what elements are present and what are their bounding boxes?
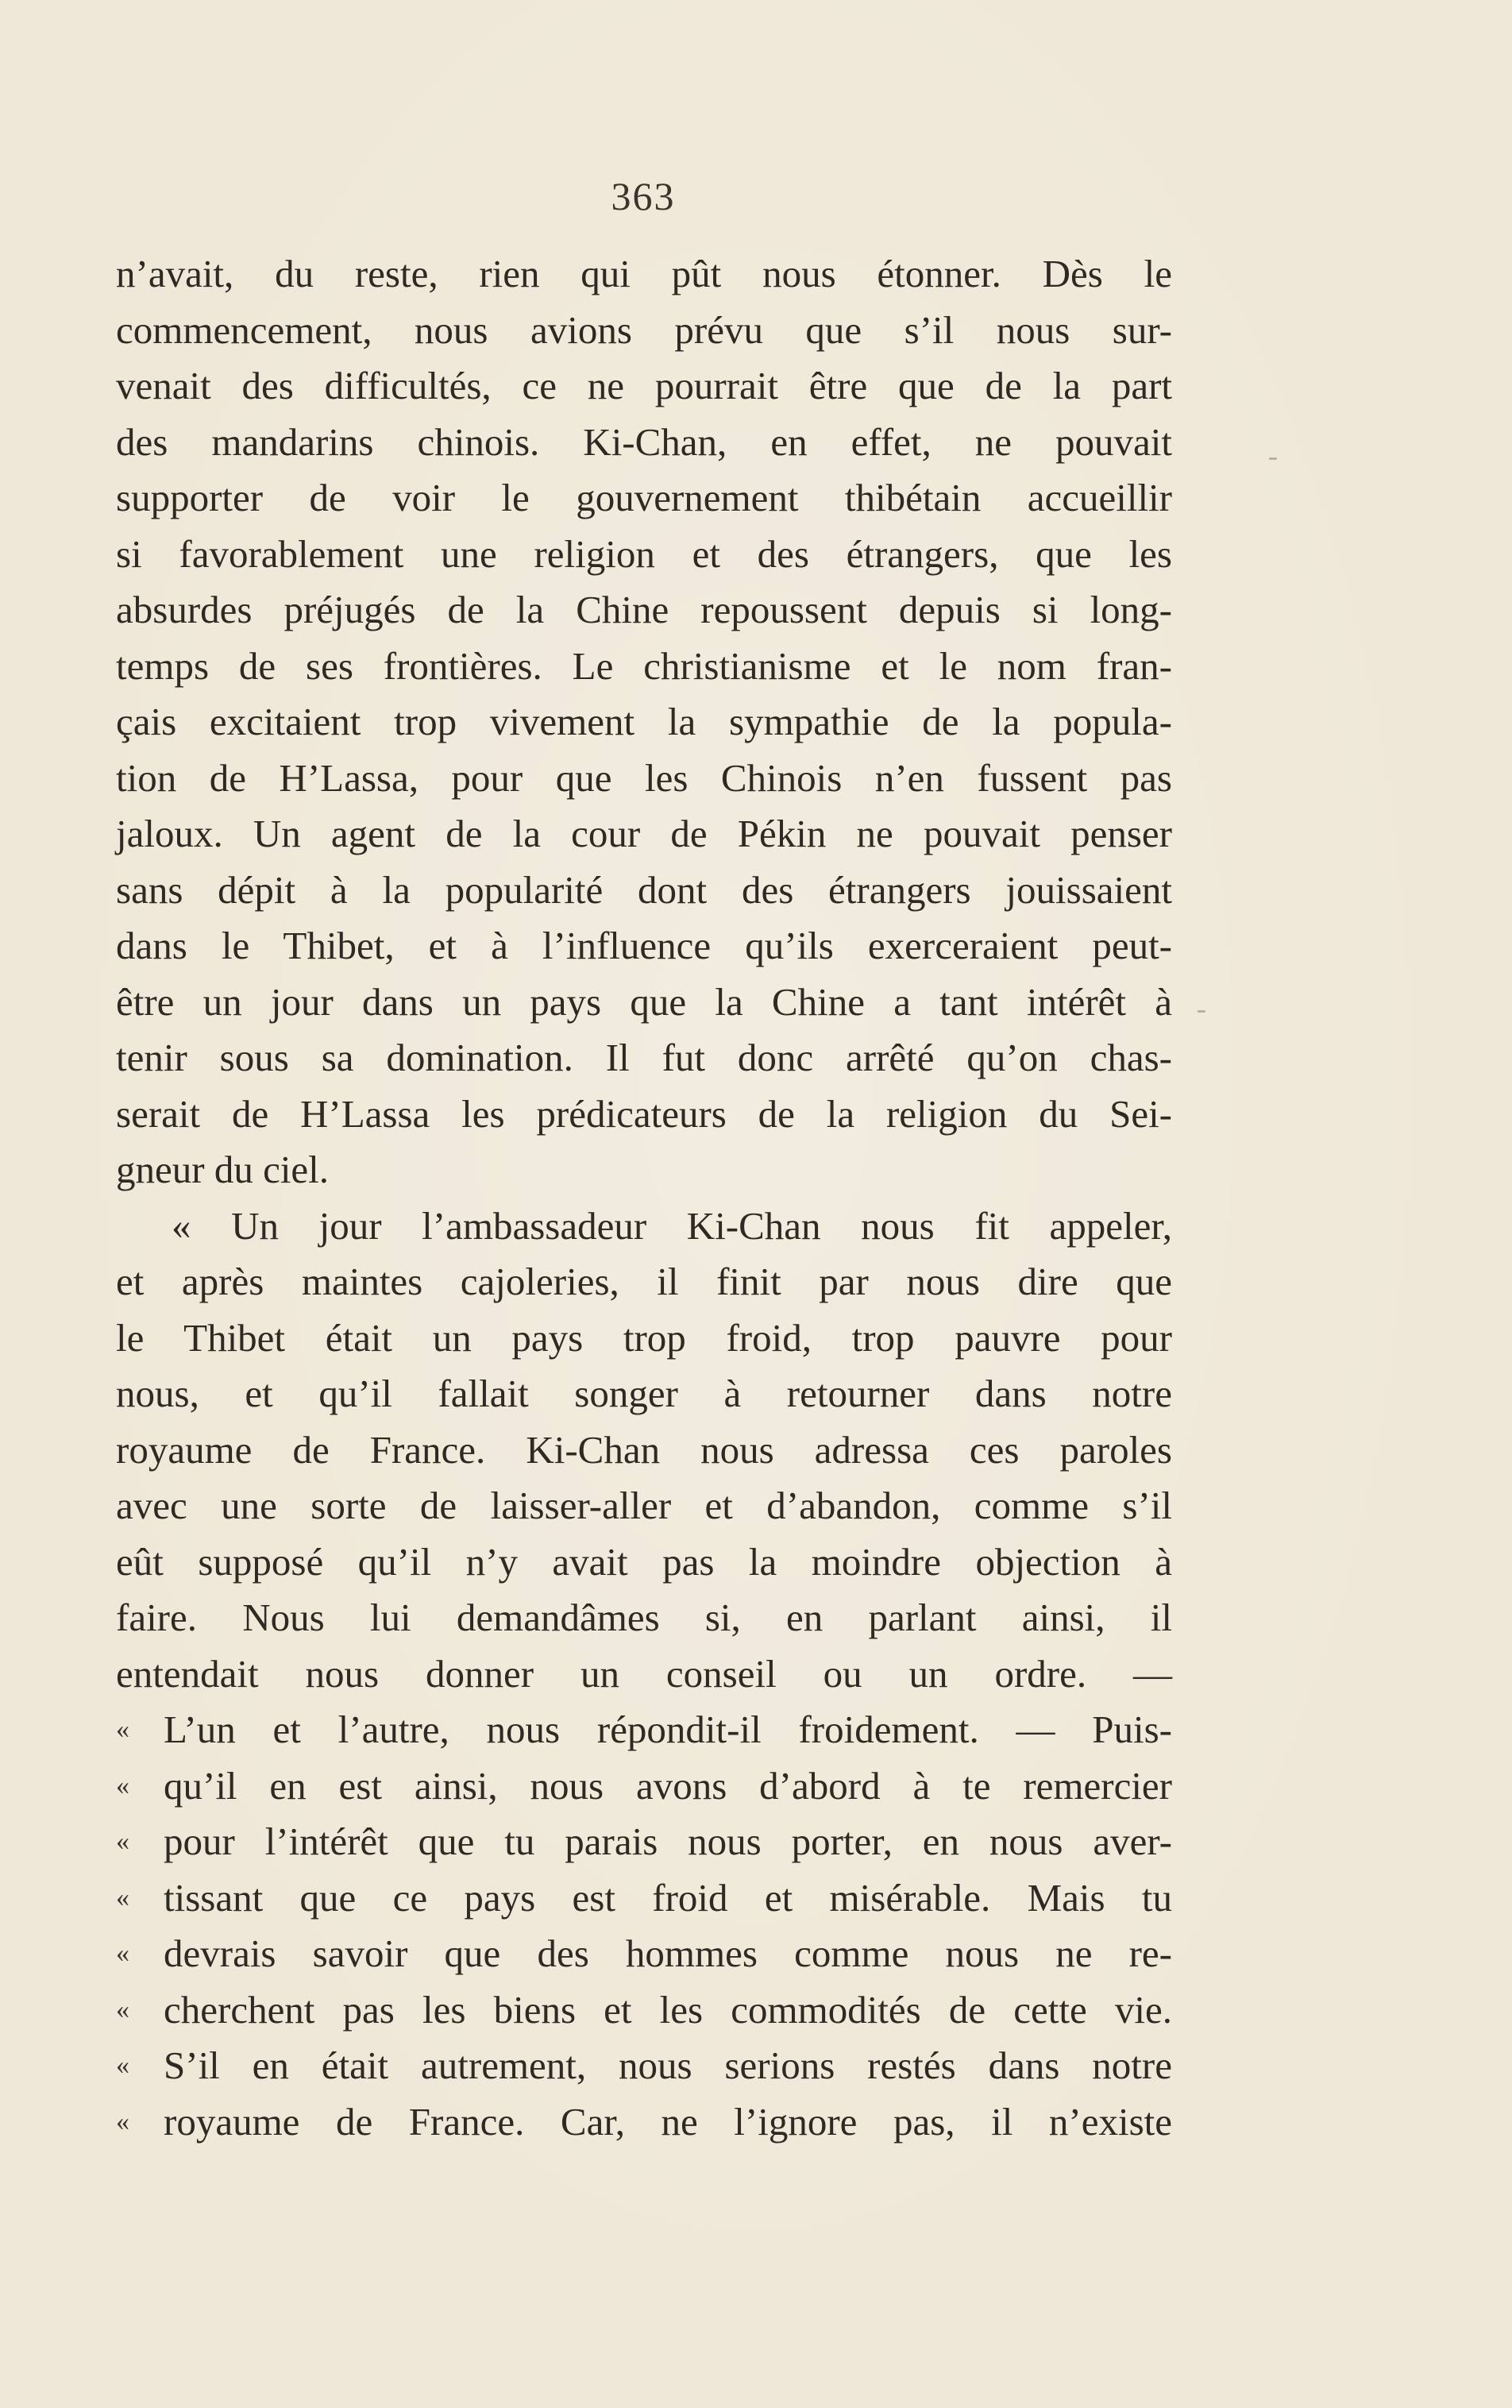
quoted-line [116,2038,1172,2094]
text-line: être un jour dans un pays que la Chine a tant intérêt à [116,979,1172,1024]
quote-mark: « [116,1715,129,1744]
quoted-line-text: L’un et l’autre, nous répondit-il froidement. — Puis- [164,1708,1172,1751]
text-line: tenir sous sa domination. Il fut donc arrêté qu’on chas- [116,1036,1172,1079]
quoted-line-text: tissant que ce pays est froid et misérable. Mais tu [164,1875,1172,1920]
quoted-line-text: cherchent pas les biens et les commodités de cette vie. [164,1987,1172,2032]
quote-mark: « [116,1882,129,1912]
text-line: jaloux. Un agent de la cour de Pékin ne pouvait penser [116,812,1172,855]
quote-mark: « [116,1939,129,1968]
text-line: faire. Nous lui demandâmes si, en parlant ainsi, il [116,1596,1172,1639]
quote-mark: « [116,1770,129,1800]
quoted-line [116,1758,1172,1815]
text-line: supporter de voir le gouvernement thibétain accueillir [116,476,1172,519]
text-line: dans le Thibet, et à l’influence qu’ils exerceraient peut- [116,924,1172,967]
quoted-line-text: royaume de France. Car, ne l’ignore pas, il n’existe [164,2099,1172,2144]
paper-speck [1198,1010,1205,1013]
quote-mark: « [116,2051,129,2080]
quoted-line [116,1702,1172,1758]
text-line: temps de ses frontières. Le christianisme et le nom fran- [116,643,1172,688]
quote-mark: « [116,1994,129,2024]
quoted-line-text: devrais savoir que des hommes comme nous ne re- [164,1931,1172,1975]
quoted-line [116,1814,1172,1870]
text-line: tion de H’Lassa, pour que les Chinois n’en fussent pas [116,755,1172,800]
page-number: 363 [611,174,676,218]
text-line: le Thibet était un pays trop froid, trop pauvre pour [116,1315,1172,1360]
text-line: gneur du ciel. [116,1148,330,1191]
quoted-line [116,2094,1172,2151]
quoted-line [116,1926,1172,1982]
quoted-line-text: pour l’intérêt que tu parais nous porter, en nous aver- [164,1820,1172,1863]
quoted-line-text: S’il en était autrement, nous serions restés dans notre [164,2043,1172,2087]
text-line: des mandarins chinois. Ki-Chan, en effet, ne pouvait [116,419,1172,464]
text-line: absurdes préjugés de la Chine repoussent depuis si long- [116,588,1172,631]
paragraph-start-line: « Un jour l’ambassadeur Ki-Chan nous fit appeler, [172,1203,1172,1248]
text-line: nous, et qu’il fallait songer à retourner dans notre [116,1372,1172,1415]
text-line: et après maintes cajoleries, il finit par nous dire que [116,1260,1172,1303]
text-line: serait de H’Lassa les prédicateurs de la religion du Sei- [116,1091,1172,1136]
text-line: eût supposé qu’il n’y avait pas la moindre objection à [116,1539,1172,1584]
paper-speck [1269,457,1277,460]
text-line: venait des difficultés, ce ne pourrait être que de la part [116,364,1172,407]
text-line: n’avait, du reste, rien qui pût nous étonner. Dès le [116,252,1172,295]
text-line: avec une sorte de laisser-aller et d’abandon, comme s’il [116,1484,1172,1527]
quoted-line [116,1982,1172,2039]
quoted-line-text: qu’il en est ainsi, nous avons d’abord à te remercier [164,1763,1172,1808]
text-line: commencement, nous avions prévu que s’il nous sur- [116,307,1172,352]
text-line: royaume de France. Ki-Chan nous adressa ces paroles [116,1427,1172,1472]
quote-mark: « [116,1827,129,1856]
text-line: entendait nous donner un conseil ou un ordre. — [116,1651,1172,1696]
text-line: si favorablement une religion et des étrangers, que les [116,531,1172,576]
quote-mark: « [116,2106,129,2136]
text-line: sans dépit à la popularité dont des étrangers jouissaient [116,867,1172,912]
quoted-line [116,1870,1172,1927]
text-line: çais excitaient trop vivement la sympathie de la popula- [116,700,1172,743]
body-text [116,246,1172,2150]
